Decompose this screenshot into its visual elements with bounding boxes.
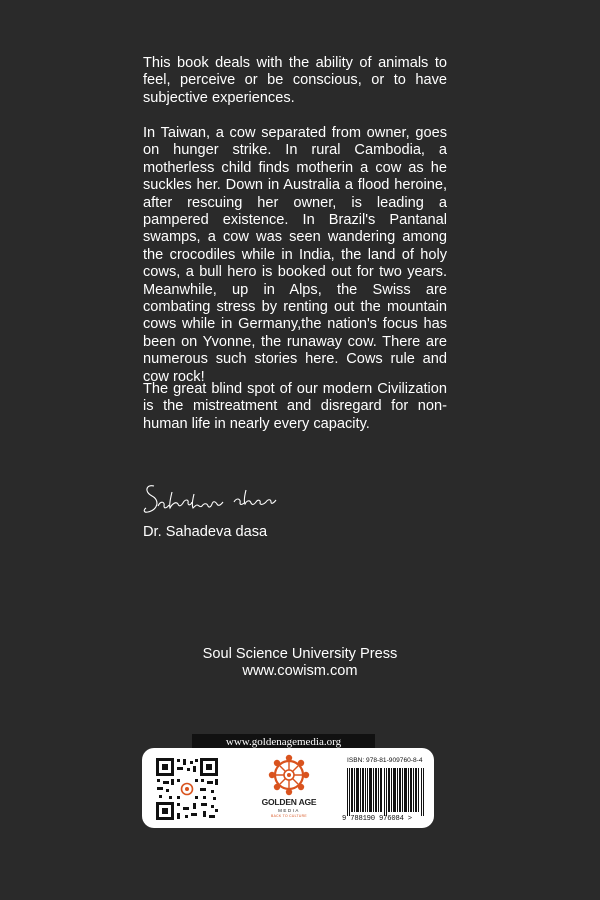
logo-title: GOLDEN AGE — [261, 797, 317, 807]
publisher-url: www.goldenagemedia.org — [192, 734, 375, 750]
isbn-label: ISBN: 978-81-909760-8-4 — [347, 757, 423, 764]
publisher-website: www.cowism.com — [242, 663, 358, 679]
golden-age-media-logo — [258, 754, 320, 822]
logo-tagline: BACK TO CULTURE — [271, 814, 307, 818]
isbn-barcode — [347, 768, 427, 816]
dharma-wheel-icon — [268, 754, 310, 796]
author-name: Dr. Sahadeva dasa — [143, 524, 268, 540]
description-paragraph-3: The great blind spot of our modern Civilization is the mistreatment and disregard for non-human life in nearly every capacity. — [143, 381, 447, 432]
publisher-block — [0, 646, 600, 680]
barcode-panel — [142, 748, 434, 828]
publisher-name: Soul Science University Press — [202, 646, 398, 662]
barcode-digits: 9 788190 976084 > — [342, 815, 412, 823]
logo-subtitle: MEDIA — [278, 808, 300, 813]
qr-code — [155, 757, 219, 821]
description-paragraph-2: In Taiwan, a cow separated from owner, goes on hunger strike. In rural Cambodia, a motherless child finds motherin a cow as he suckles her. Down in Australia a flood heroine, after rescuing her owner, is leading a pampered existence. In Brazil's Pantanal swamps, a cow was seen wandering among the crocodiles while in India, the land of holy cows, a bull hero is booked out for two years. Meanwhile, up in Alps, the Swiss are combating stress by renting out the mountain cows while in Germany,the nation's focus has been on Yvonne, the runaway cow. There are numerous such stories here. Cows rule and cow rock! — [143, 125, 447, 385]
description-paragraph-1: This book deals with the ability of animals to feel, perceive or be conscious, or to have subjective experiences. — [143, 55, 447, 106]
author-signature — [140, 472, 280, 522]
